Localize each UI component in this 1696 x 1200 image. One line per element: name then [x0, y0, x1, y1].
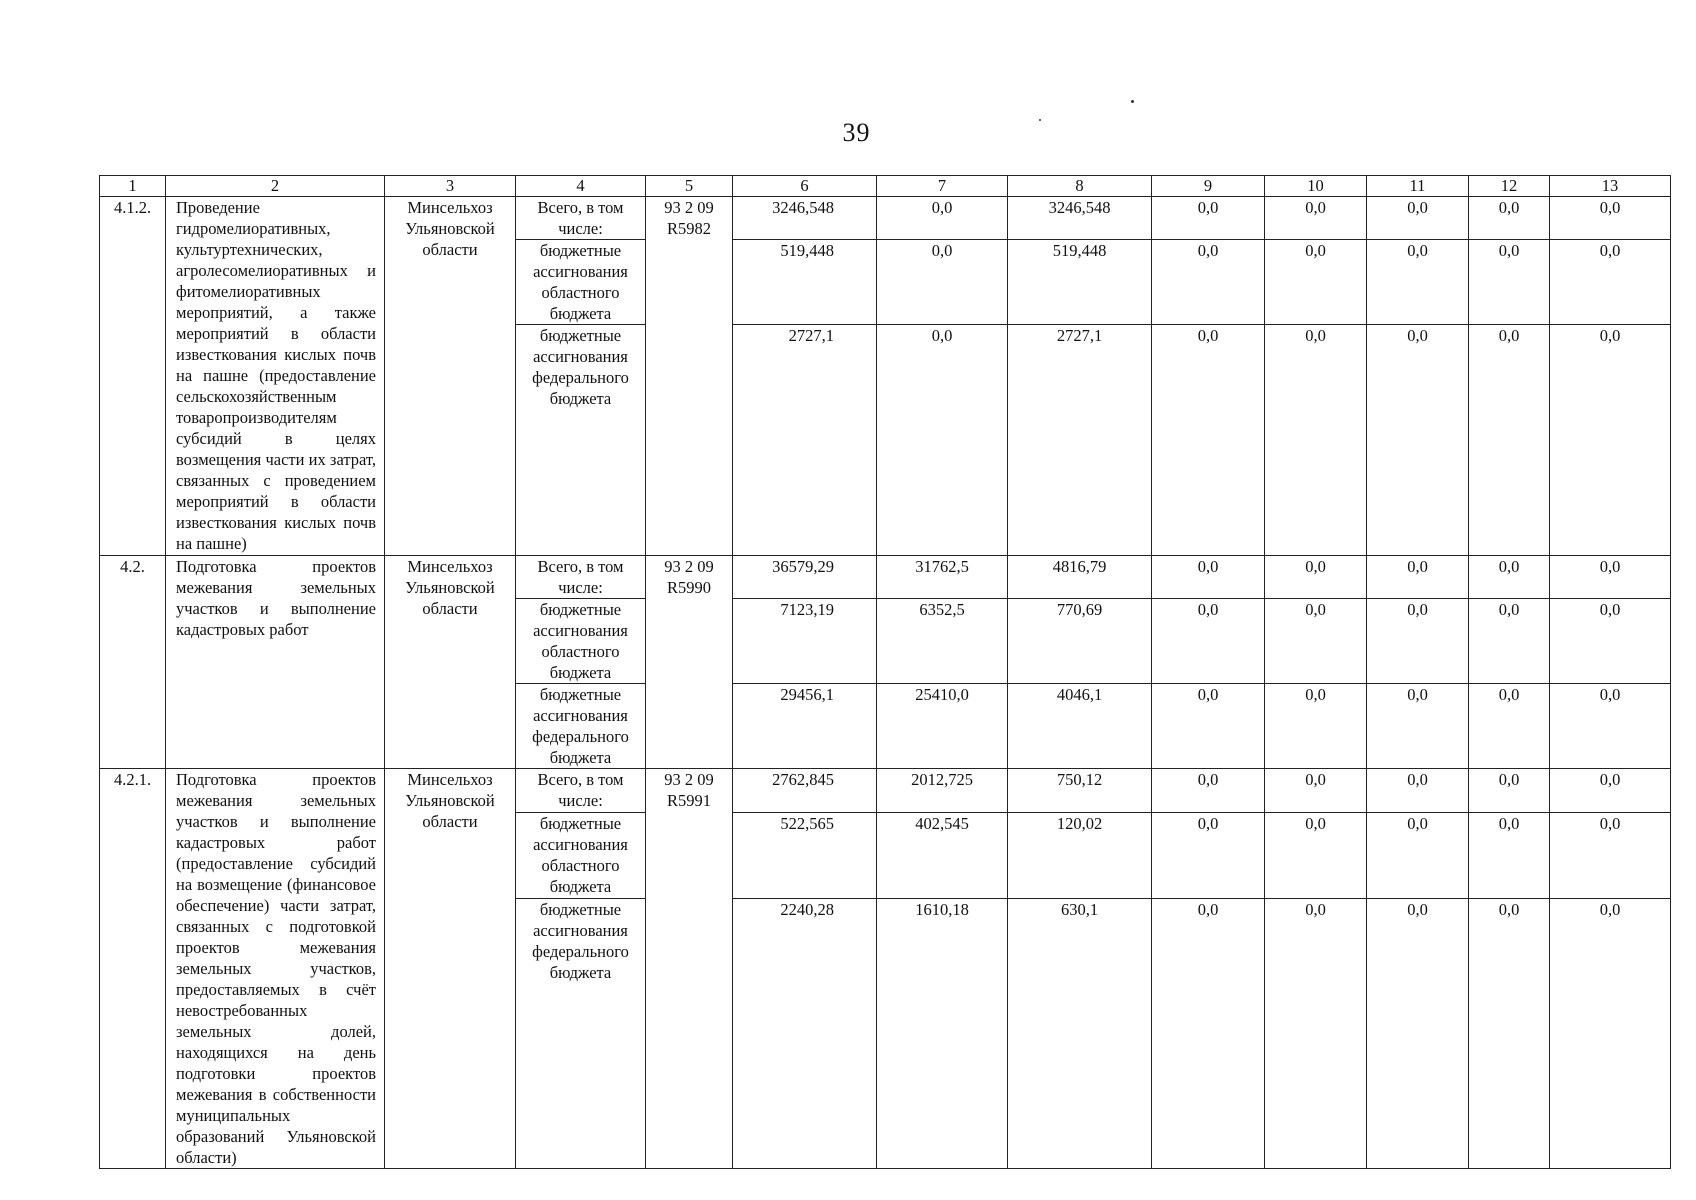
amount-col-6: 36579,29: [733, 556, 877, 599]
amount-col-13: 0,0: [1550, 684, 1671, 769]
amount-col-7: 1610,18: [877, 898, 1008, 1168]
amount-col-7: 2012,725: [877, 769, 1008, 813]
amount-col-11: 0,0: [1367, 898, 1469, 1168]
amount-col-10: 0,0: [1265, 599, 1367, 684]
amount-col-11: 0,0: [1367, 325, 1469, 556]
table-row: [100, 769, 1671, 813]
amount-col-13: 0,0: [1550, 812, 1671, 898]
column-header-5: 5: [646, 176, 733, 197]
amount-col-8: 2727,1: [1008, 325, 1152, 556]
amount-col-12: 0,0: [1469, 898, 1550, 1168]
amount-col-9: 0,0: [1152, 684, 1265, 769]
amount-col-8: 120,02: [1008, 812, 1152, 898]
budget-code: 93 2 09 R5990: [646, 556, 733, 769]
column-header-9: 9: [1152, 176, 1265, 197]
amount-col-13: 0,0: [1550, 197, 1671, 240]
amount-col-8: 3246,548: [1008, 197, 1152, 240]
funding-source: Всего, в том числе:: [516, 197, 646, 240]
scan-speck: [1039, 119, 1041, 121]
amount-col-12: 0,0: [1469, 812, 1550, 898]
amount-col-11: 0,0: [1367, 240, 1469, 325]
column-header-4: 4: [516, 176, 646, 197]
amount-col-12: 0,0: [1469, 599, 1550, 684]
funding-source: Всего, в том числе:: [516, 769, 646, 813]
amount-col-9: 0,0: [1152, 197, 1265, 240]
funding-source: Всего, в том числе:: [516, 556, 646, 599]
amount-col-6: 522,565: [733, 812, 877, 898]
amount-col-10: 0,0: [1265, 240, 1367, 325]
budget-code: 93 2 09 R5982: [646, 197, 733, 556]
amount-col-10: 0,0: [1265, 684, 1367, 769]
amount-col-6: 7123,19: [733, 599, 877, 684]
amount-col-6: 2240,28: [733, 898, 877, 1168]
amount-col-6: 2727,1: [733, 325, 877, 556]
amount-col-8: 630,1: [1008, 898, 1152, 1168]
budget-code: 93 2 09 R5991: [646, 769, 733, 1169]
funding-source: бюджетные ассигнования федерального бюджета: [516, 325, 646, 556]
amount-col-10: 0,0: [1265, 556, 1367, 599]
column-header-7: 7: [877, 176, 1008, 197]
table-body: [100, 197, 1671, 1169]
amount-col-11: 0,0: [1367, 556, 1469, 599]
table-row: [100, 197, 1671, 240]
item-number: 4.1.2.: [100, 197, 166, 556]
amount-col-11: 0,0: [1367, 812, 1469, 898]
amount-col-9: 0,0: [1152, 812, 1265, 898]
amount-col-13: 0,0: [1550, 769, 1671, 813]
amount-col-13: 0,0: [1550, 898, 1671, 1168]
funding-source: бюджетные ассигнования областного бюджета: [516, 240, 646, 325]
amount-col-12: 0,0: [1469, 769, 1550, 813]
amount-col-10: 0,0: [1265, 898, 1367, 1168]
amount-col-7: 6352,5: [877, 599, 1008, 684]
amount-col-12: 0,0: [1469, 325, 1550, 556]
amount-col-13: 0,0: [1550, 599, 1671, 684]
funding-source: бюджетные ассигнования федерального бюджета: [516, 684, 646, 769]
amount-col-13: 0,0: [1550, 556, 1671, 599]
amount-col-8: 750,12: [1008, 769, 1152, 813]
amount-col-8: 4046,1: [1008, 684, 1152, 769]
header-row: [100, 176, 1671, 197]
column-header-13: 13: [1550, 176, 1671, 197]
column-header-12: 12: [1469, 176, 1550, 197]
funding-source: бюджетные ассигнования областного бюджета: [516, 812, 646, 898]
column-header-1: 1: [100, 176, 166, 197]
amount-col-9: 0,0: [1152, 599, 1265, 684]
item-number: 4.2.: [100, 556, 166, 769]
funding-source: бюджетные ассигнования областного бюджета: [516, 599, 646, 684]
item-name: Подготовка проектов межевания земельных участков и выполнение кадастровых работ (предоставление субсидий на возмещение (финансовое обеспечение) части затрат, связанных с подготовкой проектов межевания земельных участков, предоставляемых в счёт невостребованных земельных долей, находящихся на день подготовки проектов межевания в собственности муниципальных образований Ульяновской области): [166, 769, 385, 1169]
amount-col-7: 31762,5: [877, 556, 1008, 599]
amount-col-8: 4816,79: [1008, 556, 1152, 599]
amount-col-12: 0,0: [1469, 684, 1550, 769]
amount-col-7: 0,0: [877, 197, 1008, 240]
page-number: 39: [842, 118, 871, 147]
amount-col-7: 0,0: [877, 240, 1008, 325]
item-name: Проведение гидромелиоративных, культуртехнических, агролесомелиоративных и фитомелиоративных мероприятий, а также мероприятий в области известкования кислых почв на пашне (предоставление сельскохозяйственным товаропроизводителям субсидий в целях возмещения части их затрат, связанных с проведением мероприятий в области известкования кислых почв на пашне): [166, 197, 385, 556]
amount-col-13: 0,0: [1550, 325, 1671, 556]
amount-col-6: 2762,845: [733, 769, 877, 813]
funding-source: бюджетные ассигнования федерального бюджета: [516, 898, 646, 1168]
amount-col-11: 0,0: [1367, 769, 1469, 813]
budget-table: [99, 175, 1671, 1169]
amount-col-8: 770,69: [1008, 599, 1152, 684]
amount-col-7: 402,545: [877, 812, 1008, 898]
item-executor: Минсельхоз Ульяновской области: [385, 197, 516, 556]
amount-col-10: 0,0: [1265, 769, 1367, 813]
amount-col-11: 0,0: [1367, 599, 1469, 684]
amount-col-12: 0,0: [1469, 240, 1550, 325]
amount-col-9: 0,0: [1152, 898, 1265, 1168]
table-row: [100, 556, 1671, 599]
item-number: 4.2.1.: [100, 769, 166, 1169]
amount-col-7: 25410,0: [877, 684, 1008, 769]
amount-col-6: 29456,1: [733, 684, 877, 769]
amount-col-10: 0,0: [1265, 197, 1367, 240]
column-header-8: 8: [1008, 176, 1152, 197]
column-header-2: 2: [166, 176, 385, 197]
amount-col-9: 0,0: [1152, 556, 1265, 599]
scan-speck: [1131, 100, 1134, 103]
amount-col-10: 0,0: [1265, 812, 1367, 898]
amount-col-12: 0,0: [1469, 197, 1550, 240]
item-executor: Минсельхоз Ульяновской области: [385, 769, 516, 1169]
column-header-11: 11: [1367, 176, 1469, 197]
amount-col-6: 3246,548: [733, 197, 877, 240]
item-name: Подготовка проектов межевания земельных участков и выполнение кадастровых работ: [166, 556, 385, 769]
amount-col-9: 0,0: [1152, 325, 1265, 556]
amount-col-11: 0,0: [1367, 684, 1469, 769]
column-header-6: 6: [733, 176, 877, 197]
column-header-3: 3: [385, 176, 516, 197]
amount-col-8: 519,448: [1008, 240, 1152, 325]
amount-col-7: 0,0: [877, 325, 1008, 556]
amount-col-9: 0,0: [1152, 769, 1265, 813]
item-executor: Минсельхоз Ульяновской области: [385, 556, 516, 769]
column-header-10: 10: [1265, 176, 1367, 197]
amount-col-10: 0,0: [1265, 325, 1367, 556]
amount-col-11: 0,0: [1367, 197, 1469, 240]
amount-col-13: 0,0: [1550, 240, 1671, 325]
amount-col-12: 0,0: [1469, 556, 1550, 599]
amount-col-9: 0,0: [1152, 240, 1265, 325]
amount-col-6: 519,448: [733, 240, 877, 325]
